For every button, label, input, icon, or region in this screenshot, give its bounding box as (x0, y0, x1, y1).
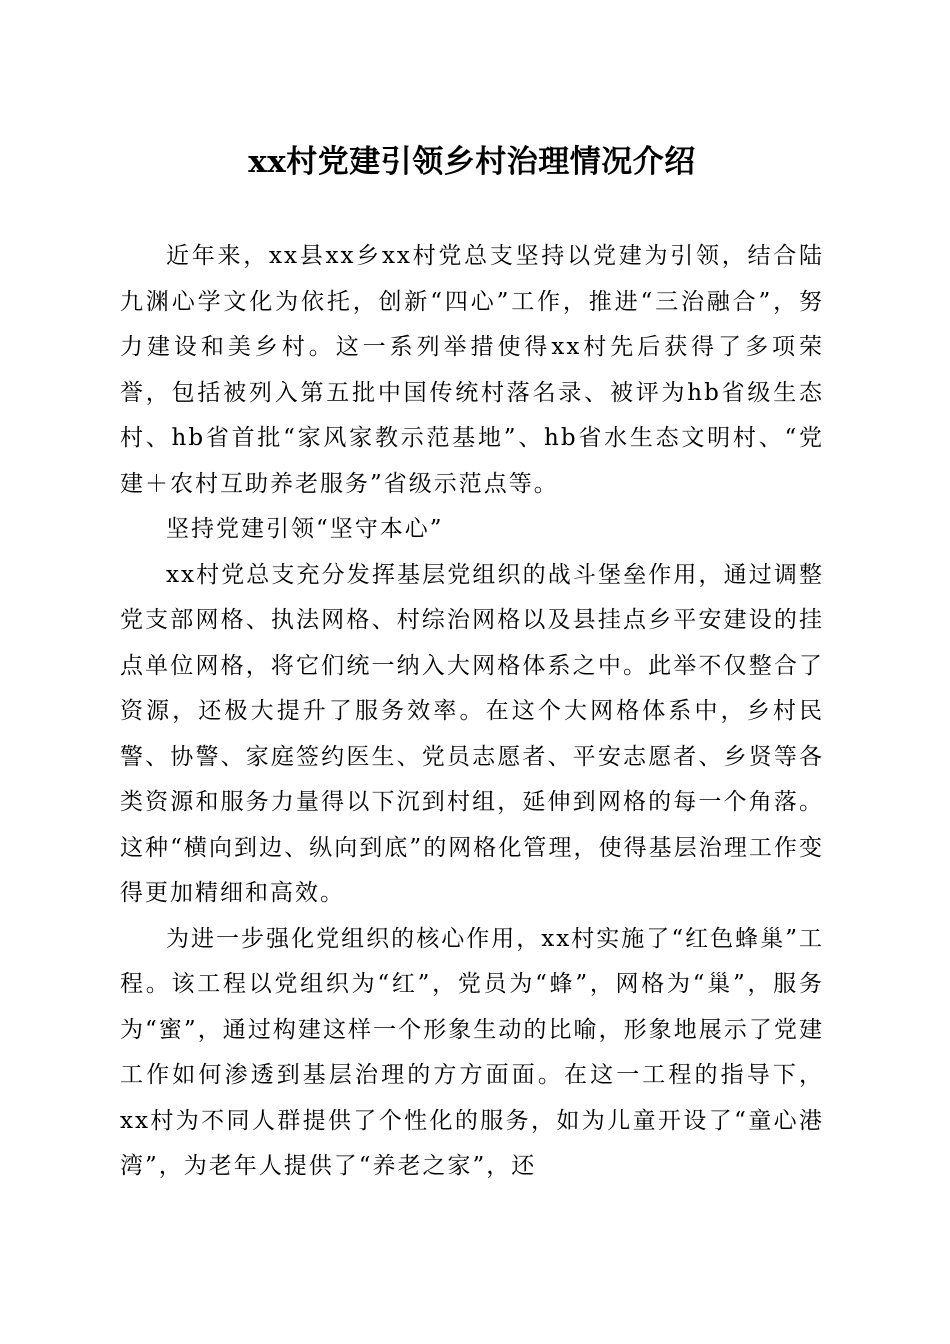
document-title: xx村党建引领乡村治理情况介绍 (248, 144, 696, 180)
grid-management-paragraph: xx村党总支充分发挥基层党组织的战斗堡垒作用，通过调整党支部网格、执法网格、村综治网格以及县挂点乡平安建设的挂点单位网格，将它们统一纳入大网格体系之中。此举不仅整合了资源，还极大提升了服务效率。在这个大网格体系中，乡村民警、协警、家庭签约医生、党员志愿者、平安志愿者、乡贤等各类资源和服务力量得以下沉到村组，延伸到网格的每一个角落。这种“横向到边、纵向到底”的网格化管理，使得基层治理工作变得更加精细和高效。 (120, 561, 824, 906)
red-hive-paragraph: 为进一步强化党组织的核心作用，xx村实施了“红色蜂巢”工程。该工程以党组织为“红”，党员为“蜂”，网格为“巢”，服务为“蜜”，通过构建这样一个形象生动的比喻，形象地展示了党建工作如何渗透到基层治理的方方面面。在这一工程的指导下，xx村为不同人群提供了个性化的服务，如为儿童开设了“童心港湾”，为老年人提供了“养老之家”，还 (120, 925, 824, 1179)
intro-paragraph: 近年来，xx县xx乡xx村党总支坚持以党建为引领，结合陆九渊心学文化为依托，创新“四心”工作，推进“三治融合”，努力建设和美乡村。这一系列举措使得xx村先后获得了多项荣誉，包括被列入第五批中国传统村落名录、被评为hb省级生态村、hb省首批“家风家教示范基地”、hb省水生态文明村、“党建＋农村互助养老服务”省级示范点等。 (120, 243, 824, 497)
section-heading: 坚持党建引领“坚守本心” (166, 516, 444, 542)
